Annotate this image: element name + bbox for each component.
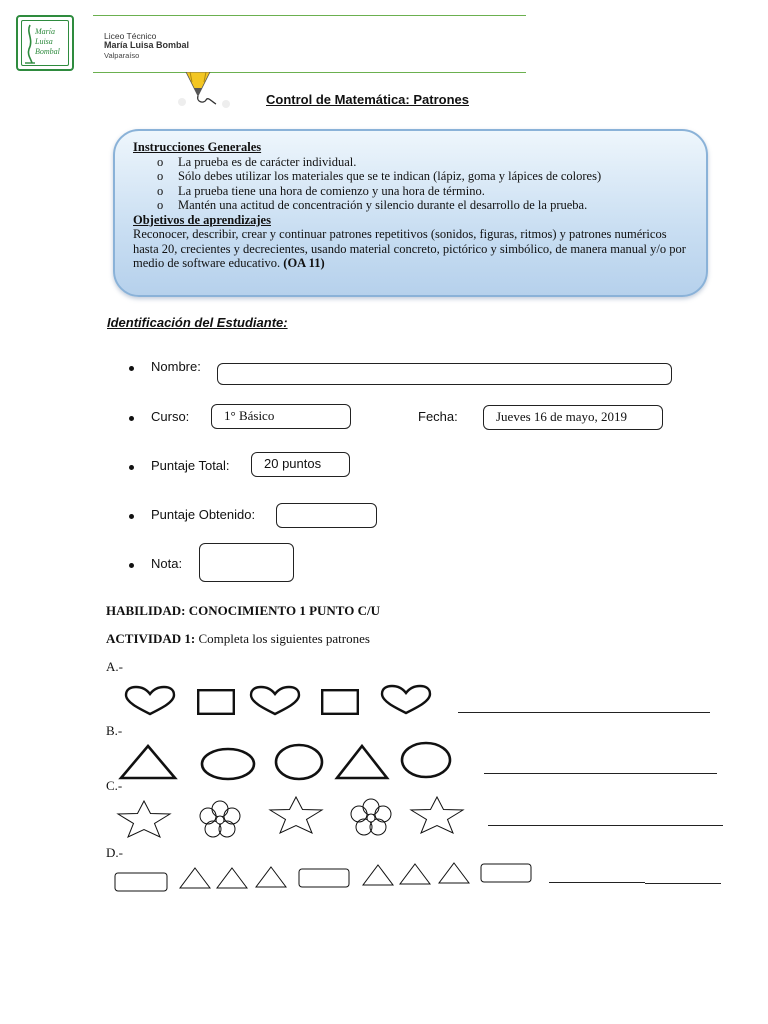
rectangle-icon	[480, 863, 532, 883]
bullet-icon	[129, 465, 134, 470]
instruction-item	[133, 155, 693, 170]
date-label: Fecha:	[418, 409, 458, 424]
triangle-icon	[216, 867, 248, 889]
bullet-icon	[129, 416, 134, 421]
answer-line[interactable]	[645, 883, 721, 884]
school-type: Liceo Técnico	[104, 31, 157, 41]
triangle-icon	[399, 863, 431, 885]
activity-instruction: Completa los siguientes patrones	[198, 631, 370, 646]
bullet-icon	[129, 366, 134, 371]
activity-label: ACTIVIDAD 1:	[106, 631, 196, 646]
instructions-heading: Instrucciones Generales	[133, 140, 262, 154]
heart-icon	[380, 685, 432, 715]
bullet-icon	[129, 514, 134, 519]
flower-icon	[347, 798, 395, 836]
activity-heading	[106, 631, 370, 647]
triangle-icon	[179, 867, 211, 889]
logo-text	[35, 27, 60, 57]
obtained-score-field[interactable]	[276, 503, 377, 528]
square-icon	[197, 689, 235, 715]
pencil-icon	[170, 72, 240, 112]
header-divider-bottom	[93, 72, 526, 73]
instructions-content	[133, 140, 693, 271]
objectives-body: Reconocer, describir, crear y continuar patrones repetitivos (sonidos, figuras, ritmos) y patrones numéricos hasta 20, crecientes y decrecientes, usando material concreto, pictórico y simbólico, de manera manual y/o por medio de software educativo.	[133, 227, 686, 270]
bullet-marker: o	[157, 198, 164, 212]
heart-icon	[124, 686, 176, 716]
circle-icon	[200, 747, 256, 781]
skill-heading: HABILIDAD: CONOCIMIENTO 1 PUNTO C/U	[106, 603, 380, 618]
logo-text-line: María	[35, 27, 55, 36]
school-city: Valparaíso	[104, 51, 140, 60]
total-score-label: Puntaje Total:	[151, 458, 230, 473]
bullet-icon	[129, 563, 134, 568]
grade-field[interactable]	[199, 543, 294, 582]
pattern-label: B.-	[106, 723, 123, 738]
answer-line[interactable]	[488, 825, 723, 826]
answer-line[interactable]	[484, 773, 717, 774]
instruction-text: Sólo debes utilizar los materiales que se te indican (lápiz, goma y lápices de colores)	[178, 169, 602, 183]
page-title: Control de Matemática: Patrones	[266, 92, 469, 107]
triangle-icon	[438, 862, 470, 884]
star-icon	[115, 799, 173, 839]
triangle-icon	[255, 866, 287, 888]
school-name: María Luisa Bombal	[104, 40, 190, 50]
date-field[interactable]: Jueves 16 de mayo, 2019	[483, 405, 663, 430]
logo-text-line: Luisa	[35, 37, 53, 46]
triangle-icon	[362, 864, 394, 886]
instruction-item	[133, 169, 693, 184]
identification-title: Identificación del Estudiante:	[107, 315, 288, 330]
objectives-text	[133, 227, 693, 271]
answer-line[interactable]	[458, 712, 710, 713]
rectangle-icon	[298, 868, 350, 888]
instruction-item	[133, 184, 693, 199]
instruction-item	[133, 198, 693, 213]
heart-icon	[249, 686, 301, 716]
rectangle-icon	[114, 872, 168, 892]
triangle-icon	[119, 744, 177, 780]
instruction-text: La prueba es de carácter individual.	[178, 154, 357, 169]
star-icon	[267, 795, 325, 835]
course-field[interactable]: 1° Básico	[211, 404, 351, 429]
obtained-score-label: Puntaje Obtenido:	[151, 507, 256, 522]
objectives-heading: Objetivos de aprendizajes	[133, 212, 271, 227]
pattern-label: C.-	[106, 778, 123, 793]
square-icon	[321, 689, 359, 715]
circle-icon	[400, 741, 452, 779]
header-divider-top	[93, 15, 526, 16]
bullet-marker: o	[157, 154, 164, 169]
triangle-icon	[335, 744, 389, 780]
grade-label: Nota:	[151, 556, 183, 571]
name-label: Nombre:	[151, 359, 201, 374]
logo-text-line: Bombal	[35, 47, 60, 56]
answer-line[interactable]	[549, 882, 645, 883]
instruction-text: La prueba tiene una hora de comienzo y una hora de término.	[178, 183, 485, 198]
circle-icon	[274, 743, 324, 781]
school-logo	[16, 15, 74, 71]
total-score-field[interactable]: 20 puntos	[251, 452, 350, 477]
bullet-marker: o	[157, 169, 164, 183]
name-field[interactable]	[217, 363, 672, 385]
instruction-text: Mantén una actitud de concentración y silencio durante el desarrollo de la prueba.	[178, 198, 588, 212]
pattern-label: A.-	[106, 659, 123, 674]
bullet-marker: o	[157, 183, 164, 198]
objectives-code: (OA 11)	[283, 256, 325, 270]
flower-icon	[196, 800, 244, 838]
course-label: Curso:	[151, 409, 190, 424]
pattern-label: D.-	[106, 845, 123, 860]
star-icon	[408, 795, 466, 835]
